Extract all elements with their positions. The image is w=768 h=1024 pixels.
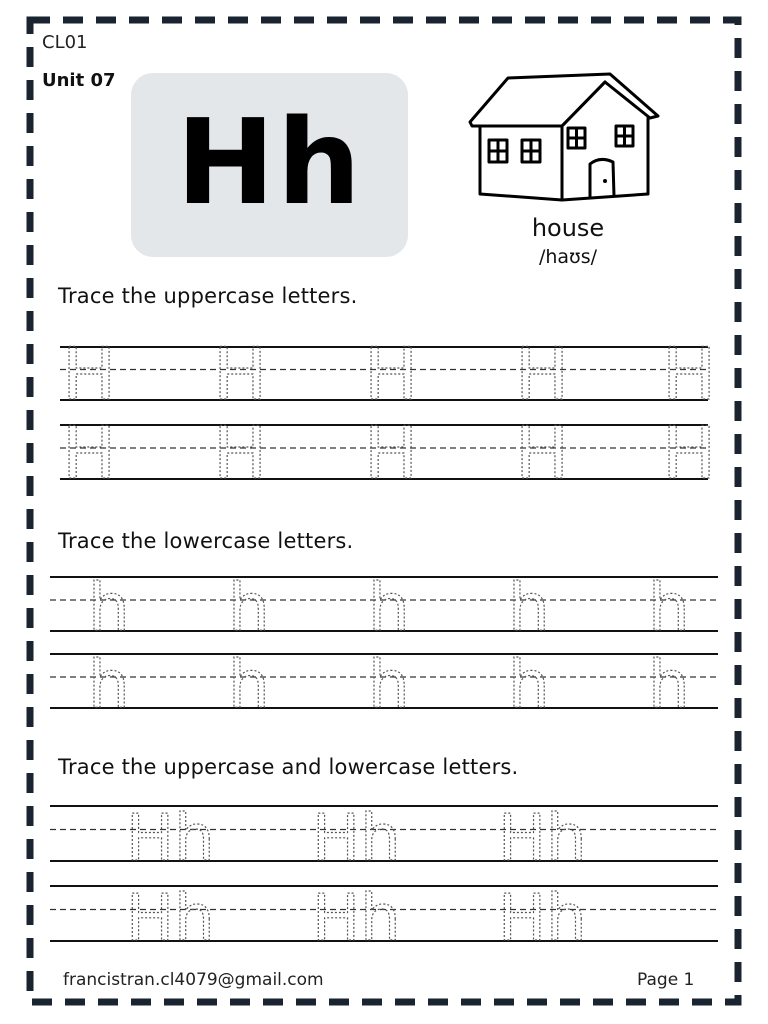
trace-letter-uppercase: H (62, 411, 117, 495)
trace-letter-pair: Hh (126, 882, 215, 956)
trace-letter-lowercase: h (648, 646, 690, 723)
page-number: Page 1 (637, 970, 695, 990)
trace-letter-pair: Hh (126, 802, 215, 876)
trace-letter-uppercase: H (213, 411, 268, 495)
trace-letter-lowercase: h (368, 646, 410, 723)
trace-letter-uppercase: H (515, 332, 570, 416)
uppercase-instruction: Trace the uppercase letters. (58, 284, 358, 308)
trace-letter-pair: Hh (312, 882, 401, 956)
footer-email: francistran.cl4079@gmail.com (63, 970, 324, 990)
trace-letter-uppercase: H (364, 411, 419, 495)
letter-card-text: Hh (176, 93, 363, 231)
trace-letter-lowercase: h (368, 569, 410, 646)
trace-letter-uppercase: H (62, 332, 117, 416)
trace-letter-uppercase: H (662, 332, 717, 416)
trace-letter-lowercase: h (648, 569, 690, 646)
trace-letter-uppercase: H (515, 411, 570, 495)
trace-letter-lowercase: h (228, 569, 270, 646)
trace-letter-pair: Hh (498, 882, 587, 956)
worksheet-code: CL01 (42, 32, 88, 53)
trace-letter-uppercase: H (213, 332, 268, 416)
picture-word-ipa: /haʊs/ (538, 246, 598, 268)
trace-letter-lowercase: h (88, 569, 130, 646)
unit-label: Unit 07 (42, 70, 116, 91)
trace-letter-lowercase: h (508, 569, 550, 646)
mixed-instruction: Trace the uppercase and lowercase letters. (58, 755, 519, 779)
trace-letter-pair: Hh (498, 802, 587, 876)
lowercase-instruction: Trace the lowercase letters. (58, 529, 354, 553)
trace-letter-pair: Hh (312, 802, 401, 876)
trace-letter-uppercase: H (364, 332, 419, 416)
trace-letter-lowercase: h (88, 646, 130, 723)
trace-letter-lowercase: h (508, 646, 550, 723)
trace-letter-uppercase: H (662, 411, 717, 495)
picture-word: house (531, 214, 605, 242)
trace-letter-lowercase: h (228, 646, 270, 723)
